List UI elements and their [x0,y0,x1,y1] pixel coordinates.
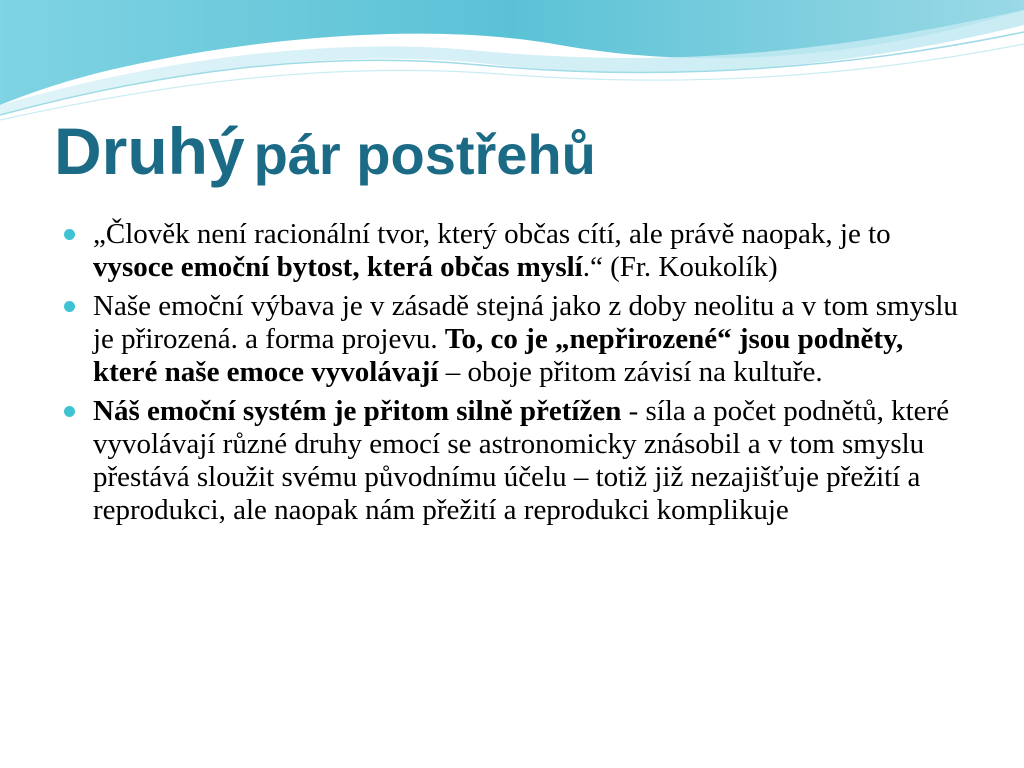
title-part-2: pár postřehů [253,123,596,186]
bullet-bold-text: Náš emoční systém je přitom silně přetížen [93,395,622,427]
bullet-text: – oboje přitom závisí na kultuře. [438,356,823,388]
bullet-bold-text: To, co je „nepřirozené“ jsou podněty, které naše emoce vyvolávají [93,323,904,388]
bullet-text: .“ (Fr. Koukolík) [582,251,778,283]
bullet-text: Naše emoční výbava je v zásadě stejná jako z doby neolitu a v tom smyslu je přirozená. a forma projevu. [93,290,958,355]
bullet-dot-icon [64,406,75,417]
bullet-item [64,290,969,389]
bullet-dot-icon [64,229,75,240]
bullet-item [64,218,969,284]
bullet-bold-text: vysoce emoční bytost, která občas myslí [93,251,583,283]
bullet-item [64,395,969,527]
slide-title [54,114,596,188]
bullet-text: - síla a počet podnětů, které vyvolávají různé druhy emocí se astronomicky znásobil a v tom smyslu přestává sloužit svému původnímu účelu – totiž již nezajišťuje přežití a reprodukci, ale naopak nám přežití a reprodukci komplikuje [93,395,950,526]
bullet-dot-icon [64,301,75,312]
title-part-1: Druhý [54,114,245,188]
bullet-list [64,218,969,533]
bullet-text: „Člověk není racionální tvor, který občas cítí, ale právě naopak, je to [93,218,891,250]
header-wave-decoration [0,0,1024,130]
